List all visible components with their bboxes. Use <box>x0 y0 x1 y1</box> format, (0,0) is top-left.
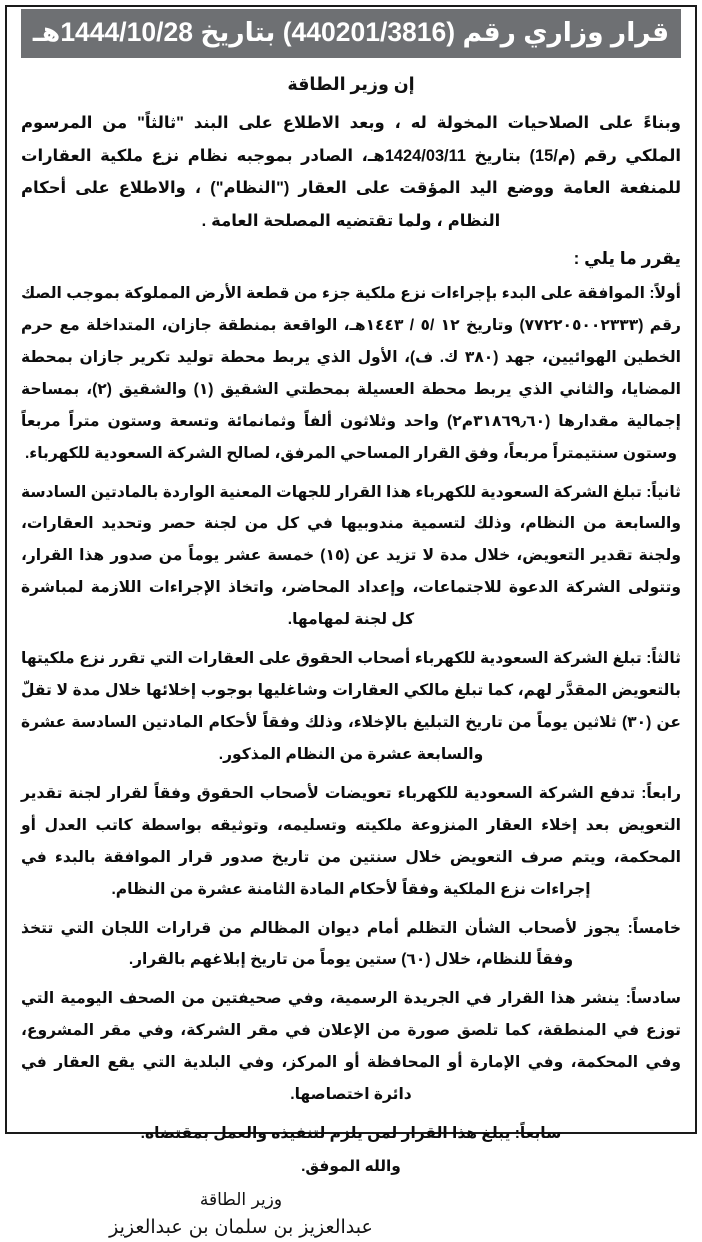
signatory-name: عبدالعزيز بن سلمان بن عبدالعزيز <box>109 1216 373 1239</box>
clause-seventh: سابعاً: يبلغ هذا القرار لمن يلزم لتنفيذه والعمل بمقتضاه. <box>140 1125 562 1143</box>
clause-fourth: رابعاً: تدفع الشركة السعودية للكهرباء تعويضات لأصحاب الحقوق وفقاً لقرار لجنة تقدير التعويض بعد إخلاء العقار المنزوعة ملكيته وتسليمه، وتوثيقه بواسطة كاتب العدل أو المحكمة، ويتم صرف التعويض خلال سنتين من تاريخ صدور قرار الموافقة بالبدء في إجراءات نزع الملكية وفقاً لأحكام المادة الثامنة عشرة من النظام. <box>21 784 681 898</box>
intro-paragraph: وبناءً على الصلاحيات المخولة له ، وبعد الاطلاع على البند "ثالثاً" من المرسوم الملكي رقم (م/15) بتاريخ 1424/03/11هـ، الصادر بموجبه نظام نزع ملكية العقارات للمنفعة العامة ووضع اليد المؤقت على العقار ("النظام") ، والاطلاع على أحكام النظام ، ولما تقتضيه المصلحة العامة . <box>21 113 681 231</box>
signatory-title: وزير الطاقة <box>199 1189 283 1210</box>
clause-second: ثانياً: تبلغ الشركة السعودية للكهرباء هذا القرار للجهات المعنية الواردة بالمادتين السادسة والسابعة من النظام، وذلك لتسمية مندوبيها في كل من لجنة حصر وتحديد العقارات، ولجنة تقدير التعويض، خلال مدة لا تزيد عن (١٥) خمسة عشر يوماً من صدور هذا القرار، وتتولى الشركة الدعوة للاجتماعات، وإعداد المحاضر، واتخاذ الإجراءات اللازمة لمباشرة كل لجنة لمهامها. <box>21 483 681 629</box>
clause-sixth: سادساً: ينشر هذا القرار في الجريدة الرسمية، وفي صحيفتين من الصحف اليومية التي توزع في المنطقة، كما تلصق صورة من الإعلان في مقر الشركة، وفي مقر المشروع، وفي المحكمة، وفي الإمارة أو المحافظة أو المركز، وفي البلدية التي يقع العقار في دائرة اختصاصها. <box>21 990 681 1104</box>
clause-third: ثالثاً: تبلغ الشركة السعودية للكهرباء أصحاب الحقوق على العقارات التي تقرر نزع ملكيتها بالتعويض المقدَّر لهم، كما تبلغ مالكي العقارات وشاغليها بوجوب إخلائها خلال مدة لا تقلّ عن (٣٠) ثلاثين يوماً من تاريخ التبليغ بالإخلاء، وذلك وفقاً لأحكام المادتين السادسة عشرة والسابعة عشرة من النظام المذكور. <box>21 650 682 763</box>
closing-phrase: والله الموفق. <box>301 1157 401 1175</box>
decree-header-title: قرار وزاري رقم (440201/3816) بتاريخ 1444/10/28هـ <box>21 9 681 58</box>
clause-first: أولاً: الموافقة على البدء بإجراءات نزع ملكية جزء من قطعة الأرض المملوكة بموجب الصك رقم (٧٧٢٢٠٥٠٠٢٣٣٣) وتاريخ ١٢ /٥ / ١٤٤٣هـ، الواقعة بمنطقة جازان، المتداخلة مع حرم الخطين الهوائيين، جهد (٣٨٠ ك. ف)، الأول الذي يربط محطة توليد تكرير جازان بمحطة المضايا، والثاني الذي يربط محطة العسيلة بمحطتي الشقيق (١) والشقيق (٢)، بمساحة إجمالية مقدارها (٣١٨٦٩٫٦٠م٢) واحد وثلاثون ألفاً وثمانمائة وتسعة وستون متراً مربعاً وستون سنتيمتراً مربعاً، وفق القرار المساحي المرفق، لصالح الشركة السعودية للكهرباء. <box>21 284 681 462</box>
resolve-line: يقرر ما يلي : <box>573 247 681 268</box>
signature-block <box>21 1188 461 1242</box>
clause-fifth: خامساً: يجوز لأصحاب الشأن التظلم أمام ديوان المظالم من قرارات اللجان التي تتخذ وفقاً للنظام، خلال (٦٠) ستين يوماً من تاريخ إبلاغهم بالقرار. <box>21 919 681 969</box>
decree-body <box>21 107 681 1242</box>
minister-subtitle: إن وزير الطاقة <box>287 73 415 94</box>
